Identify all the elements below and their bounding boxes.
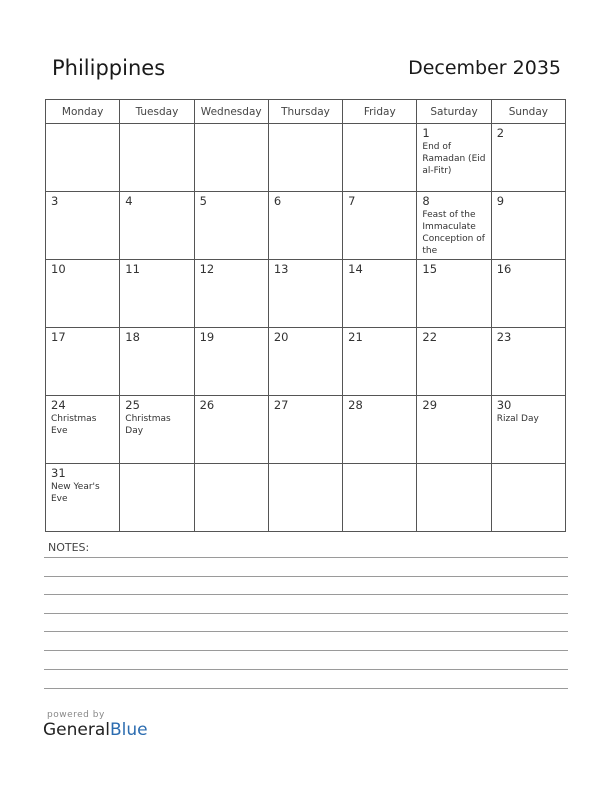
day-cell-content [274,467,338,527]
day-number: 11 [125,263,140,276]
day-cell-content [348,467,412,527]
day-number: 14 [348,263,363,276]
day-number: 29 [422,399,438,412]
week-row [46,396,566,464]
day-cell[interactable] [343,260,417,328]
day-cell-content [125,399,189,459]
country-title: Philippines [52,56,166,80]
day-cell[interactable] [491,260,565,328]
holiday-label: Christmas Day [125,414,171,436]
holiday-label: Feast of the Immaculate Conception of the [422,210,485,255]
notes-line [44,688,568,689]
day-number: 4 [125,195,133,208]
day-cell-content [51,399,115,459]
day-cell[interactable] [46,328,120,396]
brand-blue: Blue [110,720,148,740]
day-cell-content [125,467,189,527]
day-cell-content [422,467,486,527]
day-cell-content [51,127,115,187]
holiday-label: End of Ramadan (Eid al-Fitr) [422,142,486,176]
day-number: 26 [199,399,215,412]
day-cell[interactable] [120,260,194,328]
day-cell-content [274,127,338,187]
day-cell-content [497,127,561,187]
notes-line [44,557,568,558]
day-number: 25 [125,399,140,412]
day-number: 2 [496,127,505,140]
notes-label: NOTES: [48,541,90,554]
day-number: 13 [273,263,289,276]
weekday-header: Thursday [268,100,342,124]
day-cell-content [274,399,338,459]
day-cell-content [51,467,115,527]
day-cell[interactable] [194,464,268,532]
day-cell[interactable] [120,464,194,532]
notes-line [44,594,568,595]
day-number: 8 [422,195,430,208]
week-row [46,192,566,260]
holiday-label: Christmas Eve [51,414,97,436]
day-cell[interactable] [194,192,268,260]
notes-line [44,576,568,577]
day-cell[interactable] [343,328,417,396]
day-cell-content [348,127,412,187]
weekday-header: Tuesday [120,100,194,124]
day-cell[interactable] [491,124,565,192]
day-number: 21 [348,331,363,344]
day-cell-content [51,263,115,323]
day-number: 19 [199,331,215,344]
powered-by-text: powered by [47,710,105,720]
day-cell[interactable] [491,192,565,260]
calendar-grid [45,99,566,532]
day-cell-content [274,331,338,391]
day-number: 22 [422,331,438,344]
day-cell[interactable] [120,124,194,192]
day-cell[interactable] [120,192,194,260]
day-number: 15 [422,263,438,276]
day-cell[interactable] [268,124,342,192]
day-cell[interactable] [194,328,268,396]
day-cell-content [200,263,264,323]
day-cell-content [422,399,486,459]
day-cell[interactable] [46,260,120,328]
day-number: 1 [422,127,430,140]
day-number: 17 [51,331,66,344]
day-cell[interactable] [194,396,268,464]
day-cell[interactable] [491,328,565,396]
day-cell[interactable] [417,124,491,192]
day-cell[interactable] [343,464,417,532]
day-cell-content [200,127,264,187]
day-cell[interactable] [417,260,491,328]
day-number: 10 [51,263,66,276]
day-cell[interactable] [46,464,120,532]
notes-line [44,669,568,670]
day-cell-content [274,263,338,323]
day-number: 6 [273,195,282,208]
day-cell[interactable] [46,124,120,192]
day-cell[interactable] [268,396,342,464]
day-number: 16 [496,263,512,276]
month-year-title: December 2035 [408,57,561,79]
day-number: 30 [496,399,512,412]
day-cell-content [422,195,486,255]
day-cell[interactable] [46,396,120,464]
weekday-header-row [46,100,566,124]
day-cell[interactable] [268,260,342,328]
week-row [46,260,566,328]
day-cell[interactable] [194,124,268,192]
weekday-header: Sunday [491,100,565,124]
holiday-label: New Year's Eve [51,482,100,504]
notes-line [44,613,568,614]
day-cell[interactable] [417,396,491,464]
weekday-header: Saturday [417,100,491,124]
day-cell-content [422,127,486,187]
day-cell[interactable] [268,328,342,396]
day-cell-content [497,467,561,527]
day-number: 27 [273,399,289,412]
notes-line [44,631,568,632]
day-cell[interactable] [194,260,268,328]
day-number: 18 [125,331,140,344]
day-cell-content [274,195,338,255]
day-cell[interactable] [268,464,342,532]
generalblue-logo[interactable] [43,720,148,740]
week-row [46,124,566,192]
day-cell[interactable] [120,328,194,396]
day-number: 12 [199,263,215,276]
day-cell-content [422,331,486,391]
day-cell-content [348,399,412,459]
day-cell[interactable] [343,124,417,192]
day-cell-content [200,195,264,255]
day-cell-content [497,263,561,323]
day-number: 23 [496,331,512,344]
day-cell-content [125,127,189,187]
day-number: 20 [273,331,289,344]
week-row [46,328,566,396]
day-cell-content [125,195,189,255]
day-cell[interactable] [417,464,491,532]
day-cell[interactable] [343,192,417,260]
day-number: 9 [496,195,505,208]
day-number: 3 [51,195,59,208]
day-number: 7 [348,195,356,208]
day-cell-content [200,467,264,527]
holiday-label: Rizal Day [496,414,539,424]
day-cell-content [348,195,412,255]
day-cell[interactable] [46,192,120,260]
day-cell-content [125,331,189,391]
day-cell[interactable] [417,192,491,260]
notes-line [44,650,568,651]
day-cell-content [422,263,486,323]
day-cell[interactable] [268,192,342,260]
day-cell-content [200,331,264,391]
day-cell-content [51,331,115,391]
day-cell-content [497,399,561,459]
day-number: 24 [51,399,66,412]
day-cell-content [51,195,115,255]
day-cell[interactable] [120,396,194,464]
weekday-header: Monday [46,100,120,124]
day-cell[interactable] [417,328,491,396]
day-cell[interactable] [491,464,565,532]
brand-general: General [43,720,110,740]
weekday-header: Wednesday [194,100,268,124]
day-cell-content [348,263,412,323]
day-cell-content [125,263,189,323]
day-cell-content [348,331,412,391]
day-cell-content [497,331,561,391]
day-number: 31 [51,467,66,480]
day-cell[interactable] [343,396,417,464]
weekday-header: Friday [343,100,417,124]
day-number: 5 [199,195,207,208]
week-row [46,464,566,532]
day-cell-content [497,195,561,255]
day-cell-content [200,399,264,459]
day-cell[interactable] [491,396,565,464]
day-number: 28 [348,399,363,412]
